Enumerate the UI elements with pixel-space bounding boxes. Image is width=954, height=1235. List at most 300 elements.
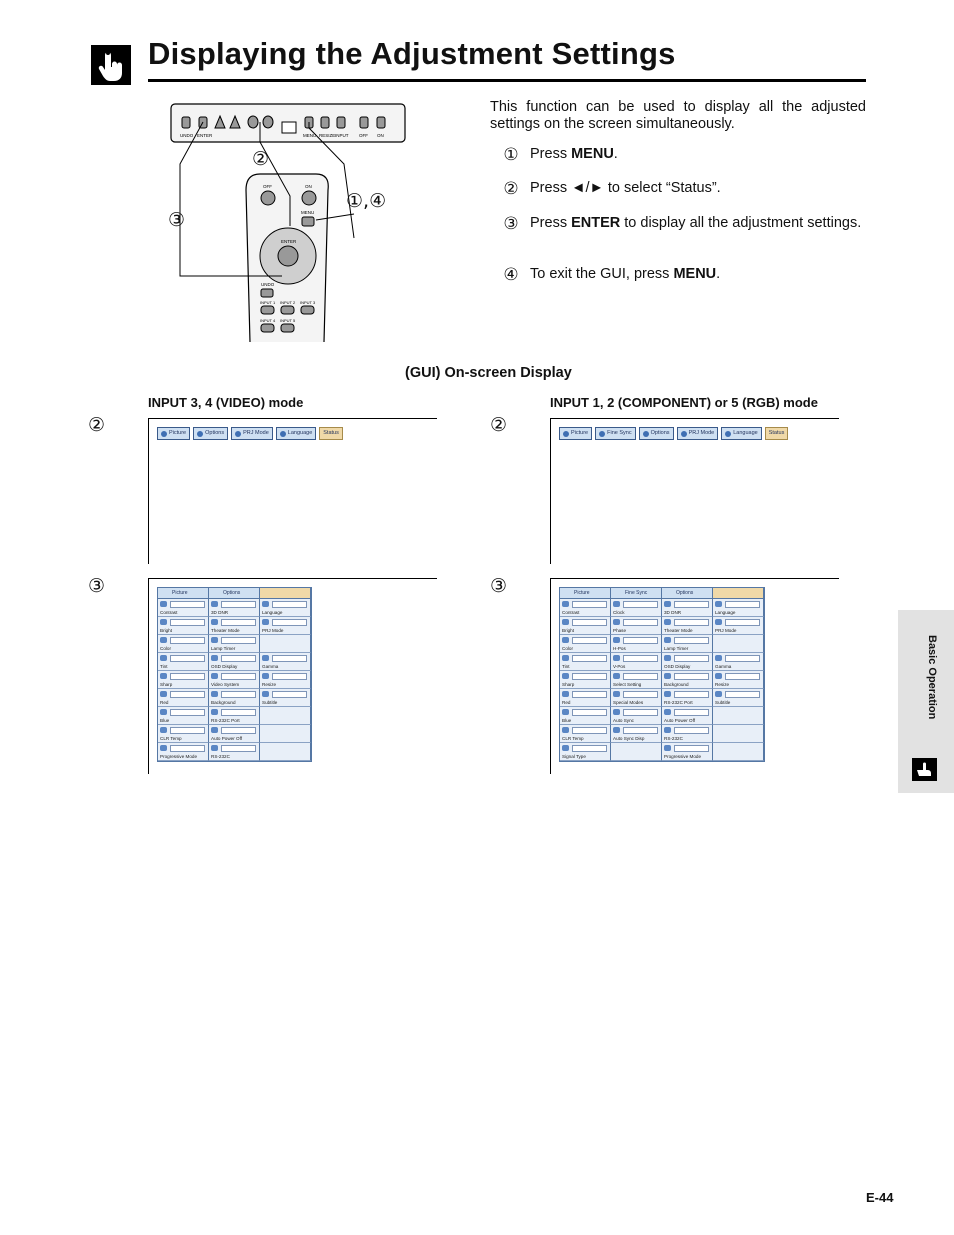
setting-value-box: [170, 691, 205, 698]
setting-icon: [211, 709, 218, 715]
setting-label: 3D DNR: [211, 610, 229, 615]
setting-icon: [664, 709, 671, 715]
step-number: ③: [503, 214, 519, 233]
setting-icon: [262, 673, 269, 679]
setting-value-box: [272, 655, 307, 662]
step-number: ④: [503, 265, 519, 284]
hand-pointer-icon: [91, 45, 131, 85]
language-icon: [280, 431, 286, 437]
step-3: ③ Press ENTER to display all the adjustment settings.: [503, 214, 862, 233]
setting-label: Blue: [562, 718, 572, 723]
panel-label-input: INPUT: [335, 133, 349, 138]
setting-icon: [562, 673, 569, 679]
setting-value-box: [170, 727, 205, 734]
status-column-header: [260, 588, 311, 599]
setting-icon: [562, 745, 569, 751]
setting-label: PRJ Mode: [715, 628, 737, 633]
status-item: [611, 635, 662, 653]
setting-icon: [262, 691, 269, 697]
setting-value-box: [725, 673, 760, 680]
setting-icon: [211, 601, 218, 607]
status-item: [560, 617, 611, 635]
step-4: ④ To exit the GUI, press MENU.: [503, 265, 721, 284]
status-item: [611, 689, 662, 707]
setting-value-box: [674, 601, 709, 608]
setting-icon: [613, 637, 620, 643]
remote-label-on: ON: [305, 184, 312, 189]
status-column-header: [713, 588, 764, 599]
picture-icon: [161, 431, 167, 437]
setting-icon: [613, 619, 620, 625]
status-item: [560, 599, 611, 617]
status-item: [713, 617, 764, 635]
setting-label: Special Modes: [613, 700, 644, 705]
setting-label: Auto Sync: [613, 718, 634, 723]
setting-label: RS-232C: [211, 754, 230, 759]
setting-icon: [715, 673, 722, 679]
setting-label: Red: [160, 700, 169, 705]
setting-label: Resize: [262, 682, 277, 687]
setting-label: Tint: [562, 664, 570, 669]
panel-label-off: OFF: [359, 133, 368, 138]
status-item: [158, 599, 209, 617]
setting-value-box: [221, 637, 256, 644]
setting-label: OSD Display: [664, 664, 691, 669]
setting-value-box: [725, 691, 760, 698]
setting-label: Progressive Mode: [160, 754, 198, 759]
setting-value-box: [572, 619, 607, 626]
setting-label: Color: [562, 646, 573, 651]
video-menu-bar: [157, 427, 343, 440]
setting-value-box: [674, 709, 709, 716]
setting-label: Clock: [613, 610, 625, 615]
setting-label: Signal Type: [562, 754, 586, 759]
setting-value-box: [623, 601, 658, 608]
setting-value-box: [674, 727, 709, 734]
remote-label-input5: INPUT 5: [280, 318, 296, 323]
video-status-grid: [157, 587, 312, 762]
setting-icon: [211, 727, 218, 733]
remote-label-input2: INPUT 2: [280, 300, 296, 305]
setting-icon: [664, 637, 671, 643]
setting-value-box: [272, 619, 307, 626]
status-item: [158, 671, 209, 689]
step-number: ②: [503, 179, 519, 198]
status-item: [260, 743, 311, 761]
setting-icon: [262, 601, 269, 607]
setting-icon: [562, 655, 569, 661]
remote-label-menu: MENU: [301, 210, 315, 215]
setting-label: Gamma: [715, 664, 732, 669]
status-item: [260, 635, 311, 653]
status-item: [209, 653, 260, 671]
status-item: [260, 617, 311, 635]
status-item: [611, 653, 662, 671]
status-item: [260, 725, 311, 743]
setting-icon: [262, 619, 269, 625]
status-item: [662, 725, 713, 743]
setting-value-box: [572, 691, 607, 698]
setting-label: Resize: [715, 682, 730, 687]
setting-value-box: [221, 745, 256, 752]
setting-label: Language: [262, 610, 283, 615]
setting-icon: [664, 655, 671, 661]
setting-label: Video System: [211, 682, 240, 687]
setting-value-box: [170, 637, 205, 644]
setting-icon: [160, 637, 167, 643]
setting-value-box: [674, 655, 709, 662]
remote-control-illustration: [168, 98, 408, 342]
tab-prj-mode[interactable]: PRJ Mode: [677, 427, 719, 440]
status-item: [611, 671, 662, 689]
setting-value-box: [572, 601, 607, 608]
setting-value-box: [572, 637, 607, 644]
setting-icon: [562, 727, 569, 733]
setting-icon: [613, 691, 620, 697]
callout-step-3: ③: [168, 209, 186, 231]
status-item: [713, 599, 764, 617]
rgb-mode-heading: INPUT 1, 2 (COMPONENT) or 5 (RGB) mode: [550, 395, 818, 410]
status-item: [158, 689, 209, 707]
step-2: ② Press ◄/► to select “Status”.: [503, 179, 721, 198]
setting-value-box: [221, 619, 256, 626]
setting-icon: [562, 709, 569, 715]
step-1: ① Press MENU.: [503, 145, 618, 164]
setting-icon: [613, 601, 620, 607]
status-item: [260, 671, 311, 689]
setting-value-box: [170, 655, 205, 662]
status-item: [611, 743, 662, 761]
setting-value-box: [272, 601, 307, 608]
language-icon: [725, 431, 731, 437]
status-item: [158, 725, 209, 743]
setting-icon: [160, 673, 167, 679]
setting-value-box: [572, 745, 607, 752]
setting-label: CLR Temp: [160, 736, 182, 741]
setting-icon: [211, 673, 218, 679]
setting-label: 3D DNR: [664, 610, 682, 615]
status-item: [560, 725, 611, 743]
remote-label-enter: ENTER: [281, 239, 297, 244]
tab-options[interactable]: Options: [193, 427, 228, 440]
setting-value-box: [170, 601, 205, 608]
setting-value-box: [623, 727, 658, 734]
setting-value-box: [623, 655, 658, 662]
setting-value-box: [221, 709, 256, 716]
status-item: [713, 725, 764, 743]
section-label: Basic Operation: [926, 635, 938, 720]
setting-icon: [664, 745, 671, 751]
status-item: [158, 743, 209, 761]
setting-value-box: [170, 673, 205, 680]
status-item: [713, 743, 764, 761]
setting-icon: [211, 655, 218, 661]
setting-label: Theater Mode: [211, 628, 240, 633]
setting-value-box: [221, 727, 256, 734]
status-item: [662, 689, 713, 707]
tab-picture[interactable]: Picture: [559, 427, 592, 440]
status-item: [209, 743, 260, 761]
options-icon: [197, 431, 203, 437]
status-item: [611, 725, 662, 743]
setting-label: Auto Sync Disp: [613, 736, 645, 741]
fine-sync-icon: [599, 431, 605, 437]
setting-value-box: [623, 673, 658, 680]
setting-value-box: [674, 691, 709, 698]
status-item: [209, 689, 260, 707]
setting-icon: [160, 655, 167, 661]
setting-icon: [562, 601, 569, 607]
status-item: [560, 707, 611, 725]
status-item: [662, 707, 713, 725]
setting-label: OSD Display: [211, 664, 238, 669]
tab-prj-mode[interactable]: PRJ Mode: [231, 427, 273, 440]
panel-label-menu: MENU: [303, 133, 317, 138]
remote-label-input1: INPUT 1: [260, 300, 276, 305]
setting-value-box: [674, 637, 709, 644]
status-item: [158, 635, 209, 653]
setting-value-box: [725, 655, 760, 662]
remote-label-input3: INPUT 3: [300, 300, 316, 305]
setting-value-box: [221, 691, 256, 698]
status-item: [713, 707, 764, 725]
setting-label: Theater Mode: [664, 628, 693, 633]
panel-label-enter: ENTER: [197, 133, 213, 138]
hand-pointer-icon: [912, 758, 937, 781]
video-step-3: ③: [88, 575, 106, 597]
setting-label: Contrast: [562, 610, 580, 615]
status-item: [158, 707, 209, 725]
setting-label: Sharp: [160, 682, 173, 687]
callout-step-2: ②: [252, 148, 270, 170]
panel-label-on: ON: [377, 133, 384, 138]
setting-icon: [613, 727, 620, 733]
video-mode-heading: INPUT 3, 4 (VIDEO) mode: [148, 395, 304, 410]
status-column-header: Options: [209, 588, 260, 599]
tab-language[interactable]: Language: [721, 427, 761, 440]
setting-label: Lamp Timer: [211, 646, 236, 651]
status-item: [713, 635, 764, 653]
setting-icon: [562, 691, 569, 697]
status-column-header: Picture: [560, 588, 611, 599]
setting-value-box: [725, 601, 760, 608]
rgb-step-2: ②: [490, 414, 508, 436]
setting-value-box: [272, 673, 307, 680]
status-item: [209, 725, 260, 743]
setting-label: Color: [160, 646, 171, 651]
status-item: [611, 707, 662, 725]
status-item: [611, 617, 662, 635]
setting-value-box: [572, 727, 607, 734]
remote-label-input4: INPUT 4: [260, 318, 276, 323]
setting-icon: [613, 655, 620, 661]
tab-language[interactable]: Language: [276, 427, 316, 440]
setting-icon: [562, 637, 569, 643]
tab-status[interactable]: Status: [765, 427, 789, 440]
setting-value-box: [221, 673, 256, 680]
setting-icon: [715, 601, 722, 607]
setting-value-box: [170, 709, 205, 716]
setting-value-box: [221, 601, 256, 608]
setting-value-box: [674, 619, 709, 626]
setting-value-box: [221, 655, 256, 662]
setting-label: Red: [562, 700, 571, 705]
setting-value-box: [623, 619, 658, 626]
status-item: [260, 653, 311, 671]
status-item: [260, 689, 311, 707]
setting-label: Bright: [562, 628, 575, 633]
setting-label: Contrast: [160, 610, 178, 615]
setting-icon: [160, 727, 167, 733]
setting-label: Auto Power Off: [211, 736, 243, 741]
setting-value-box: [623, 637, 658, 644]
setting-value-box: [272, 691, 307, 698]
setting-label: Subtitle: [715, 700, 731, 705]
setting-label: Lamp Timer: [664, 646, 689, 651]
status-item: [158, 653, 209, 671]
setting-label: PRJ Mode: [262, 628, 284, 633]
setting-label: Select Setting: [613, 682, 642, 687]
status-item: [560, 635, 611, 653]
setting-label: Tint: [160, 664, 168, 669]
intro-text: This function can be used to display all the adjusted settings on the screen simultaneously.: [490, 99, 866, 132]
rgb-menu-screen: [550, 418, 839, 564]
setting-icon: [211, 745, 218, 751]
setting-icon: [664, 673, 671, 679]
setting-icon: [664, 601, 671, 607]
setting-value-box: [572, 709, 607, 716]
tab-fine-sync[interactable]: Fine Sync: [595, 427, 635, 440]
status-item: [209, 707, 260, 725]
setting-icon: [715, 619, 722, 625]
setting-icon: [160, 709, 167, 715]
setting-icon: [211, 637, 218, 643]
setting-label: V-Pos: [613, 664, 626, 669]
status-item: [662, 599, 713, 617]
status-item: [560, 671, 611, 689]
setting-icon: [715, 691, 722, 697]
gui-heading: (GUI) On-screen Display: [405, 365, 572, 381]
rgb-status-screen: [550, 578, 839, 774]
setting-icon: [715, 655, 722, 661]
key-menu: MENU: [673, 266, 717, 282]
setting-value-box: [170, 619, 205, 626]
setting-icon: [664, 691, 671, 697]
callout-step-1-4: ①,④: [346, 190, 387, 212]
video-status-screen: [148, 578, 437, 774]
tab-options[interactable]: Options: [639, 427, 674, 440]
status-item: [260, 707, 311, 725]
setting-icon: [160, 601, 167, 607]
setting-label: Sharp: [562, 682, 575, 687]
status-item: [662, 671, 713, 689]
setting-label: Gamma: [262, 664, 279, 669]
setting-icon: [160, 619, 167, 625]
setting-label: Language: [715, 610, 736, 615]
remote-label-off: OFF: [263, 184, 272, 189]
page-title: Displaying the Adjustment Settings: [148, 36, 676, 71]
setting-value-box: [674, 673, 709, 680]
setting-label: Progressive Mode: [664, 754, 702, 759]
status-item: [611, 599, 662, 617]
video-step-2: ②: [88, 414, 106, 436]
status-item: [560, 653, 611, 671]
status-item: [713, 653, 764, 671]
status-column-header: Picture: [158, 588, 209, 599]
key-menu: MENU: [571, 146, 614, 162]
status-item: [662, 653, 713, 671]
setting-label: Blue: [160, 718, 170, 723]
setting-icon: [160, 745, 167, 751]
status-item: [713, 689, 764, 707]
setting-label: CLR Temp: [562, 736, 584, 741]
prj-mode-icon: [681, 431, 687, 437]
status-item: [209, 671, 260, 689]
setting-label: RS-232C Port: [664, 700, 693, 705]
panel-label-resize: RESIZE: [319, 133, 336, 138]
setting-label: Phase: [613, 628, 627, 633]
status-item: [560, 743, 611, 761]
setting-label: Bright: [160, 628, 173, 633]
setting-value-box: [572, 673, 607, 680]
status-item: [662, 635, 713, 653]
setting-value-box: [674, 745, 709, 752]
setting-value-box: [170, 745, 205, 752]
status-item: [158, 617, 209, 635]
setting-label: RS-232C: [664, 736, 683, 741]
status-item: [662, 617, 713, 635]
page-number: E-44: [866, 1190, 894, 1205]
setting-label: Background: [211, 700, 236, 705]
rgb-menu-bar: [559, 427, 788, 440]
key-enter: ENTER: [571, 215, 621, 231]
setting-value-box: [623, 709, 658, 716]
setting-value-box: [623, 691, 658, 698]
setting-icon: [613, 673, 620, 679]
status-item: [560, 689, 611, 707]
setting-icon: [160, 691, 167, 697]
setting-icon: [562, 619, 569, 625]
tab-status[interactable]: Status: [319, 427, 343, 440]
status-item: [260, 599, 311, 617]
picture-icon: [563, 431, 569, 437]
status-column-header: Options: [662, 588, 713, 599]
setting-label: H-Pos: [613, 646, 626, 651]
options-icon: [643, 431, 649, 437]
setting-icon: [211, 619, 218, 625]
setting-label: Background: [664, 682, 689, 687]
status-item: [662, 743, 713, 761]
step-number: ①: [503, 145, 519, 164]
video-menu-screen: [148, 418, 437, 564]
setting-value-box: [725, 619, 760, 626]
remote-label-undo: UNDO: [261, 282, 275, 287]
title-rule: [148, 79, 866, 82]
setting-label: Subtitle: [262, 700, 278, 705]
setting-icon: [613, 709, 620, 715]
setting-icon: [664, 727, 671, 733]
status-column-header: Fine Sync: [611, 588, 662, 599]
setting-icon: [262, 655, 269, 661]
status-item: [209, 635, 260, 653]
setting-label: RS-232C Port: [211, 718, 240, 723]
rgb-status-grid: [559, 587, 765, 762]
prj-mode-icon: [235, 431, 241, 437]
panel-label-undo: UNDO: [180, 133, 194, 138]
setting-icon: [211, 691, 218, 697]
rgb-step-3: ③: [490, 575, 508, 597]
tab-picture[interactable]: Picture: [157, 427, 190, 440]
